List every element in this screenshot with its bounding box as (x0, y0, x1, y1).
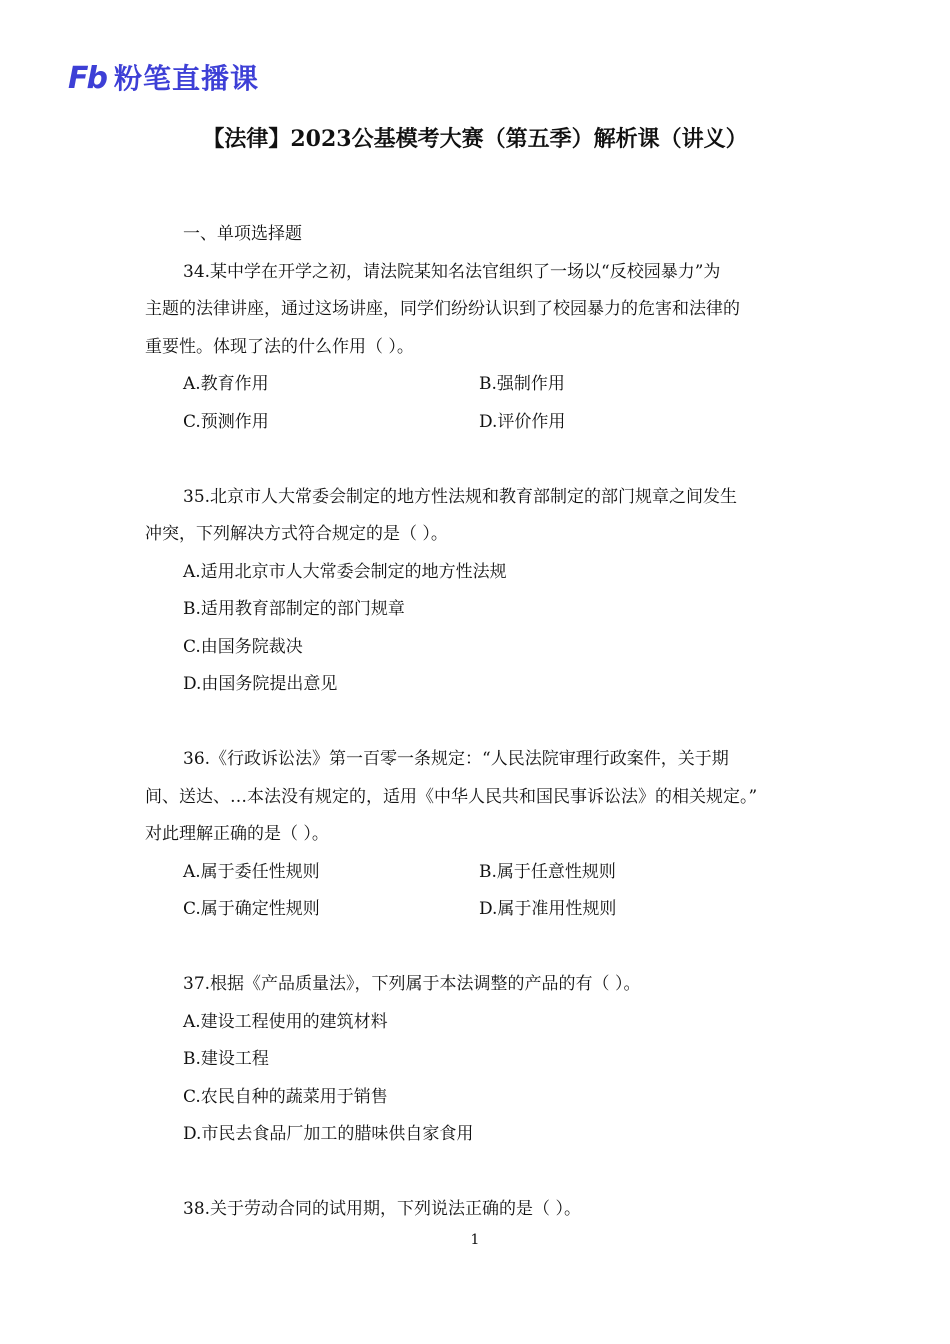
option-d: D.市民去食品厂加工的腊味供自家食用 (183, 1124, 474, 1144)
question-stem-line: 主题的法律讲座，通过这场讲座，同学们纷纷认识到了校园暴力的危害和法律的 (145, 299, 740, 319)
option-row (145, 891, 810, 929)
option-b: B.强制作用 (479, 374, 565, 394)
option-b: B.属于任意性规则 (479, 861, 616, 882)
option-d: D.评价作用 (479, 411, 566, 432)
question-34 (145, 254, 810, 442)
question-38 (145, 1191, 810, 1229)
page-number: 1 (470, 1232, 480, 1248)
question-37 (145, 966, 810, 1154)
question-stem-line: 重要性。体现了法的什么作用（ ）。 (145, 336, 414, 357)
option-c: C.由国务院裁决 (183, 636, 303, 657)
option-a: A.适用北京市人大常委会制定的地方性法规 (183, 561, 507, 582)
question-stem-line: 37.根据《产品质量法》，下列属于本法调整的产品的有（ ）。 (183, 974, 641, 994)
document-body (145, 216, 810, 1229)
fb-logo-icon: Fb (68, 61, 106, 96)
option-row (145, 854, 810, 892)
section-heading: 一、单项选择题 (183, 224, 302, 244)
option-c: C.属于确定性规则 (183, 899, 320, 919)
option-row (145, 404, 810, 442)
option-b: B.建设工程 (183, 1049, 269, 1069)
question-stem-line: 36.《行政诉讼法》第一百零一条规定：“人民法院审理行政案件，关于期 (183, 749, 729, 769)
brand-logo (68, 60, 259, 98)
option-c: C.预测作用 (183, 411, 269, 432)
question-36 (145, 741, 810, 929)
option-c: C.农民自种的蔬菜用于销售 (183, 1086, 388, 1107)
question-stem-line: 间、送达、…本法没有规定的，适用《中华人民共和国民事诉讼法》的相关规定。” (145, 786, 758, 807)
option-b: B.适用教育部制定的部门规章 (183, 599, 405, 619)
question-stem-line: 对此理解正确的是（ ）。 (145, 824, 329, 844)
document-title: 【法律】2023公基模考大赛（第五季）解析课（讲义） (202, 126, 748, 152)
option-a: A.建设工程使用的建筑材料 (183, 1011, 388, 1032)
question-stem-line: 冲突，下列解决方式符合规定的是（ ）。 (145, 524, 448, 544)
question-stem-line: 34.某中学在开学之初，请法院某知名法官组织了一场以“反校园暴力”为 (183, 261, 721, 282)
option-d: D.由国务院提出意见 (183, 674, 338, 694)
question-35 (145, 479, 810, 704)
question-stem-line: 38.关于劳动合同的试用期，下列说法正确的是（ ）。 (183, 1199, 581, 1219)
brand-name: 粉笔直播课 (113, 62, 259, 95)
option-a: A.教育作用 (183, 374, 269, 394)
question-stem-line: 35.北京市人大常委会制定的地方性法规和教育部制定的部门规章之间发生 (183, 486, 738, 507)
option-d: D.属于准用性规则 (479, 899, 617, 919)
option-row (145, 366, 810, 404)
option-a: A.属于委任性规则 (183, 861, 320, 882)
